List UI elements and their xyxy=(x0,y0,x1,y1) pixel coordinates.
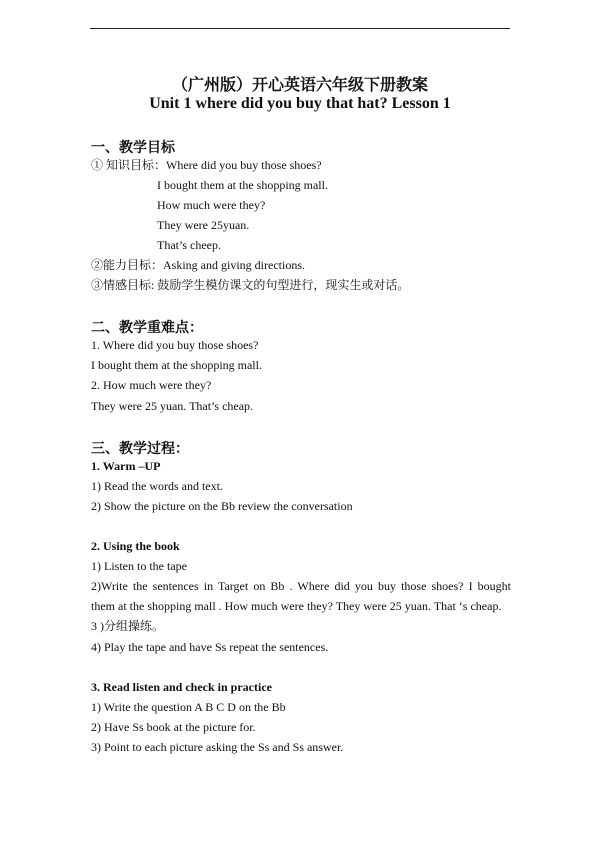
read-listen-line: 3) Point to each picture asking the Ss and Ss answer. xyxy=(91,740,344,754)
section2-heading: 二、教学重难点： xyxy=(91,321,203,336)
warmup-line: 2) Show the picture on the Bb review the conversation xyxy=(91,499,353,513)
knowledge-goal: ① 知识目标：Where did you buy those shoes? xyxy=(91,158,322,172)
emotion-goal: ③情感目标: 鼓励学生模仿课文的句型进行，现实生或对话。 xyxy=(91,278,410,292)
warmup-line: 1) Read the words and text. xyxy=(91,479,223,493)
knowledge-line: They were 25yuan. xyxy=(157,218,250,232)
using-book-line: 2)Write the sentences in Target on Bb . Where did you buy those shoes? I bought xyxy=(91,579,511,593)
section1-heading: 一、教学目标 xyxy=(91,141,175,156)
using-book-line: 1) Listen to the tape xyxy=(91,559,187,573)
knowledge-line: I bought them at the shopping mall. xyxy=(157,178,328,192)
using-book-line: 3 )分组操练。 xyxy=(91,619,164,633)
keypoint-line: They were 25 yuan. That’s cheap. xyxy=(91,399,254,413)
keypoint-line: I bought them at the shopping mall. xyxy=(91,358,262,372)
read-listen-line: 1) Write the question A B C D on the Bb xyxy=(91,700,286,714)
using-book-heading: 2. Using the book xyxy=(91,539,180,553)
ability-goal: ②能力目标：Asking and giving directions. xyxy=(91,258,305,272)
document-title: （广州版）开心英语六年级下册教案 xyxy=(171,77,428,94)
keypoint-line: 2. How much were they? xyxy=(91,378,212,392)
section3-heading: 三、教学过程： xyxy=(91,442,189,457)
keypoint-line: 1. Where did you buy those shoes? xyxy=(91,338,259,352)
read-listen-heading: 3. Read listen and check in practice xyxy=(91,680,272,694)
using-book-line: them at the shopping mall . How much were they? They were 25 yuan. That ‘s cheap. xyxy=(91,599,502,613)
header-rule xyxy=(90,28,510,29)
document-subtitle: Unit 1 where did you buy that hat? Lesson 1 xyxy=(149,95,451,112)
read-listen-line: 2) Have Ss book at the picture for. xyxy=(91,720,256,734)
using-book-line: 4) Play the tape and have Ss repeat the sentences. xyxy=(91,640,329,654)
warmup-heading: 1. Warm –UP xyxy=(91,459,161,473)
knowledge-line: That’s cheep. xyxy=(157,238,221,252)
knowledge-line: How much were they? xyxy=(157,198,266,212)
